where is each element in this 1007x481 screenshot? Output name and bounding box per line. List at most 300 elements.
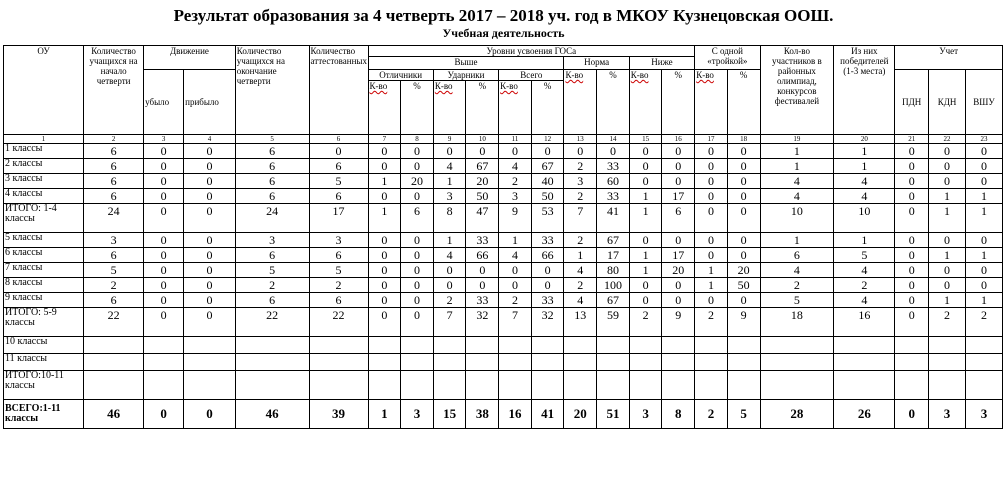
table-cell: 9: [662, 308, 695, 337]
table-row: [4, 278, 1003, 293]
table-cell: 0: [184, 263, 236, 278]
table-cell: 0: [929, 233, 966, 248]
column-number: 5: [235, 135, 309, 144]
table-cell: 0: [727, 233, 760, 248]
header-below-pct: %: [662, 70, 695, 135]
table-cell: 0: [597, 144, 630, 159]
table-cell: 66: [531, 248, 564, 263]
table-cell: 0: [629, 278, 662, 293]
header-good-pct: %: [466, 81, 499, 135]
table-cell: [727, 354, 760, 371]
table-cell: 4: [834, 189, 895, 204]
table-cell: [499, 371, 532, 400]
table-cell: 1: [695, 278, 728, 293]
table-cell: 0: [727, 144, 760, 159]
table-cell: 0: [662, 144, 695, 159]
table-cell: 0: [895, 159, 929, 174]
table-row: [4, 371, 1003, 400]
table-cell: 2: [84, 278, 144, 293]
header-excellent-pct: %: [401, 81, 434, 135]
table-cell: 1: [929, 293, 966, 308]
table-cell: 0: [531, 278, 564, 293]
table-cell: [929, 354, 966, 371]
header-winners: Из них победителей (1-3 места): [834, 46, 895, 135]
table-cell: [564, 337, 597, 354]
table-cell: 0: [144, 293, 184, 308]
table-row: [4, 233, 1003, 248]
table-cell: 0: [184, 174, 236, 189]
table-cell: 0: [629, 159, 662, 174]
row-label: 2 классы: [4, 159, 84, 174]
table-cell: 1: [433, 233, 466, 248]
table-cell: 6: [235, 144, 309, 159]
table-cell: [564, 354, 597, 371]
table-cell: 0: [965, 174, 1002, 189]
table-cell: [368, 371, 401, 400]
table-cell: 3: [433, 189, 466, 204]
table-cell: 3: [629, 400, 662, 429]
table-cell: 1: [695, 263, 728, 278]
table-cell: 0: [184, 204, 236, 233]
table-cell: 0: [368, 159, 401, 174]
table-cell: 17: [309, 204, 368, 233]
table-cell: 1: [929, 189, 966, 204]
table-cell: 0: [466, 278, 499, 293]
table-cell: [433, 354, 466, 371]
table-cell: 0: [662, 278, 695, 293]
table-cell: 0: [499, 144, 532, 159]
table-cell: 2: [695, 308, 728, 337]
table-cell: [235, 337, 309, 354]
table-cell: 67: [597, 293, 630, 308]
table-cell: 32: [531, 308, 564, 337]
column-number: 16: [662, 135, 695, 144]
table-cell: 4: [499, 248, 532, 263]
table-cell: 0: [727, 248, 760, 263]
table-cell: [662, 337, 695, 354]
table-cell: 4: [433, 159, 466, 174]
table-row: [4, 308, 1003, 337]
table-cell: 2: [499, 293, 532, 308]
table-cell: 0: [895, 204, 929, 233]
table-cell: [695, 371, 728, 400]
table-cell: 0: [662, 159, 695, 174]
table-cell: 60: [597, 174, 630, 189]
table-cell: 7: [433, 308, 466, 337]
table-cell: 6: [401, 204, 434, 233]
row-label: ВСЕГО:1-11 классы: [4, 400, 84, 429]
table-cell: [727, 371, 760, 400]
table-cell: 0: [727, 174, 760, 189]
table-cell: 0: [184, 278, 236, 293]
table-cell: 6: [760, 248, 834, 263]
table-cell: 20: [662, 263, 695, 278]
table-cell: 0: [695, 293, 728, 308]
header-total: Всего: [499, 70, 564, 81]
table-cell: 0: [895, 400, 929, 429]
table-cell: 2: [760, 278, 834, 293]
table-cell: [433, 371, 466, 400]
table-cell: 0: [895, 189, 929, 204]
header-attested: Количество аттестованных: [309, 46, 368, 135]
table-cell: [760, 371, 834, 400]
table-cell: 6: [309, 159, 368, 174]
table-cell: 0: [368, 233, 401, 248]
table-cell: [965, 337, 1002, 354]
header-movement: Движение: [144, 46, 236, 70]
column-number: 18: [727, 135, 760, 144]
table-cell: 0: [184, 308, 236, 337]
table-cell: 4: [760, 263, 834, 278]
table-cell: 2: [433, 293, 466, 308]
table-cell: [629, 371, 662, 400]
header-levels: Уровни усвоения ГОСа: [368, 46, 695, 57]
table-cell: 4: [834, 263, 895, 278]
table-cell: 4: [760, 189, 834, 204]
column-number: 23: [965, 135, 1002, 144]
header-ou: ОУ: [4, 46, 84, 135]
table-cell: 0: [184, 248, 236, 263]
column-number: 20: [834, 135, 895, 144]
header-good: Ударники: [433, 70, 498, 81]
header-norm: Норма: [564, 57, 629, 70]
table-row: [4, 248, 1003, 263]
table-cell: 5: [834, 248, 895, 263]
column-number-row: [4, 135, 1003, 144]
row-label: 6 классы: [4, 248, 84, 263]
table-cell: 0: [144, 159, 184, 174]
table-cell: 0: [401, 293, 434, 308]
column-number: 10: [466, 135, 499, 144]
header-good-kvo: К-во: [433, 81, 466, 135]
table-row: [4, 354, 1003, 371]
table-cell: 0: [144, 174, 184, 189]
table-cell: 41: [531, 400, 564, 429]
table-cell: 2: [965, 308, 1002, 337]
table-cell: 0: [144, 189, 184, 204]
table-cell: 0: [499, 263, 532, 278]
table-cell: 9: [499, 204, 532, 233]
table-cell: 0: [929, 144, 966, 159]
column-number: 9: [433, 135, 466, 144]
table-cell: [368, 354, 401, 371]
table-cell: 4: [433, 248, 466, 263]
table-cell: 40: [531, 174, 564, 189]
table-cell: 33: [466, 293, 499, 308]
table-cell: 0: [368, 308, 401, 337]
table-cell: 6: [235, 174, 309, 189]
table-row: [4, 189, 1003, 204]
table-cell: 38: [466, 400, 499, 429]
column-number: 13: [564, 135, 597, 144]
table-cell: 3: [84, 233, 144, 248]
table-cell: 0: [144, 248, 184, 263]
table-cell: 80: [597, 263, 630, 278]
table-cell: [662, 371, 695, 400]
table-cell: 1: [368, 174, 401, 189]
column-number: 15: [629, 135, 662, 144]
table-cell: 0: [433, 278, 466, 293]
table-cell: [84, 354, 144, 371]
column-number: 4: [184, 135, 236, 144]
table-cell: 1: [368, 400, 401, 429]
table-cell: 3: [309, 233, 368, 248]
table-cell: 0: [895, 308, 929, 337]
table-cell: 0: [309, 144, 368, 159]
table-cell: 4: [499, 159, 532, 174]
table-cell: 6: [84, 174, 144, 189]
header-count-start: Количество учащихся на начало четверти: [84, 46, 144, 135]
table-cell: 0: [695, 189, 728, 204]
table-cell: 1: [834, 233, 895, 248]
table-cell: 3: [929, 400, 966, 429]
table-cell: 0: [466, 263, 499, 278]
table-cell: 1: [629, 189, 662, 204]
header-total-kvo: К-во: [499, 81, 532, 135]
table-cell: 0: [401, 308, 434, 337]
table-body: [4, 144, 1003, 429]
column-number: 8: [401, 135, 434, 144]
table-cell: 32: [466, 308, 499, 337]
table-cell: 22: [235, 308, 309, 337]
row-label: 11 классы: [4, 354, 84, 371]
header-excellent: Отличники: [368, 70, 433, 81]
table-row: [4, 174, 1003, 189]
table-cell: 6: [84, 189, 144, 204]
header-one-three: С одной «тройкой»: [695, 46, 760, 70]
row-label: ИТОГО: 1-4 классы: [4, 204, 84, 233]
table-cell: 0: [401, 278, 434, 293]
table-cell: 0: [368, 248, 401, 263]
table-cell: 6: [309, 293, 368, 308]
row-label: ИТОГО:10-11 классы: [4, 371, 84, 400]
table-cell: [531, 354, 564, 371]
table-cell: [401, 354, 434, 371]
row-label: 9 классы: [4, 293, 84, 308]
table-cell: 0: [895, 293, 929, 308]
table-cell: 15: [433, 400, 466, 429]
table-cell: 1: [965, 248, 1002, 263]
table-cell: [499, 337, 532, 354]
header-total-pct: %: [531, 81, 564, 135]
table-cell: 20: [401, 174, 434, 189]
row-label: 8 классы: [4, 278, 84, 293]
table-cell: 39: [309, 400, 368, 429]
header-below: Ниже: [629, 57, 694, 70]
table-cell: 0: [184, 144, 236, 159]
column-number: 11: [499, 135, 532, 144]
table-cell: 17: [662, 189, 695, 204]
header-count-end: Количество учащихся на окончание четверти: [235, 46, 309, 135]
table-cell: 0: [184, 159, 236, 174]
table-cell: 10: [760, 204, 834, 233]
table-cell: [895, 354, 929, 371]
table-cell: 22: [84, 308, 144, 337]
table-cell: 67: [531, 159, 564, 174]
table-cell: [531, 337, 564, 354]
table-header: [4, 46, 1003, 144]
table-row: [4, 159, 1003, 174]
header-excellent-kvo: К-во: [368, 81, 401, 135]
table-cell: [564, 371, 597, 400]
table-cell: [144, 337, 184, 354]
header-above: Выше: [368, 57, 564, 70]
table-cell: [895, 371, 929, 400]
table-cell: 0: [727, 204, 760, 233]
table-cell: 2: [629, 308, 662, 337]
table-cell: 0: [401, 263, 434, 278]
table-cell: 47: [466, 204, 499, 233]
column-number: 14: [597, 135, 630, 144]
table-cell: 46: [84, 400, 144, 429]
header-below-kvo: К-во: [629, 70, 662, 135]
table-cell: 16: [834, 308, 895, 337]
table-cell: 1: [629, 263, 662, 278]
table-cell: 1: [760, 233, 834, 248]
table-cell: 4: [760, 174, 834, 189]
table-cell: 0: [965, 144, 1002, 159]
row-label: 1 классы: [4, 144, 84, 159]
table-cell: 0: [401, 144, 434, 159]
table-cell: 20: [466, 174, 499, 189]
table-cell: 59: [597, 308, 630, 337]
table-cell: [929, 337, 966, 354]
table-cell: [433, 337, 466, 354]
table-cell: 0: [895, 174, 929, 189]
table-row: [4, 337, 1003, 354]
table-cell: 2: [564, 278, 597, 293]
table-cell: 0: [929, 278, 966, 293]
table-cell: 0: [368, 278, 401, 293]
table-cell: 0: [695, 204, 728, 233]
table-cell: 0: [466, 144, 499, 159]
table-cell: 6: [84, 293, 144, 308]
header-vshu: ВШУ: [965, 70, 1002, 135]
table-cell: 6: [84, 159, 144, 174]
table-cell: 0: [184, 400, 236, 429]
table-cell: 1: [760, 159, 834, 174]
table-cell: 33: [597, 159, 630, 174]
header-kdn: КДН: [929, 70, 966, 135]
table-cell: 67: [466, 159, 499, 174]
table-cell: 1: [965, 204, 1002, 233]
column-number: 1: [4, 135, 84, 144]
table-cell: [965, 371, 1002, 400]
table-cell: 6: [84, 248, 144, 263]
table-row: [4, 293, 1003, 308]
table-cell: 0: [895, 263, 929, 278]
table-cell: [727, 337, 760, 354]
table-cell: 0: [401, 159, 434, 174]
table-cell: 13: [564, 308, 597, 337]
page-subtitle: Учебная деятельность: [442, 26, 565, 40]
table-cell: 6: [235, 159, 309, 174]
table-cell: 33: [531, 293, 564, 308]
table-cell: 0: [695, 159, 728, 174]
table-cell: 50: [727, 278, 760, 293]
table-cell: 5: [84, 263, 144, 278]
table-cell: 2: [564, 233, 597, 248]
table-cell: 22: [309, 308, 368, 337]
table-cell: 0: [184, 233, 236, 248]
table-cell: 0: [144, 400, 184, 429]
table-cell: 0: [929, 174, 966, 189]
table-cell: 0: [401, 189, 434, 204]
table-cell: 1: [433, 174, 466, 189]
table-cell: 0: [368, 293, 401, 308]
table-cell: [144, 354, 184, 371]
table-cell: 0: [727, 189, 760, 204]
table-cell: 0: [629, 233, 662, 248]
table-cell: 0: [895, 144, 929, 159]
table-cell: 6: [235, 293, 309, 308]
table-cell: 0: [662, 174, 695, 189]
header-three-pct: %: [727, 70, 760, 135]
table-cell: 0: [629, 174, 662, 189]
header-pdn: ПДН: [895, 70, 929, 135]
table-cell: [834, 371, 895, 400]
table-cell: 4: [834, 293, 895, 308]
table-cell: 2: [235, 278, 309, 293]
table-cell: 0: [499, 278, 532, 293]
table-cell: 1: [965, 293, 1002, 308]
table-cell: 2: [564, 159, 597, 174]
table-cell: [144, 371, 184, 400]
table-cell: [309, 371, 368, 400]
column-number: 21: [895, 135, 929, 144]
page-title: Результат образования за 4 четверть 2017 – 2018 уч. год в МКОУ Кузнецовская ООШ.: [173, 6, 834, 25]
table-cell: 10: [834, 204, 895, 233]
header-norm-pct: %: [597, 70, 630, 135]
table-cell: 17: [597, 248, 630, 263]
table-cell: 0: [144, 278, 184, 293]
table-cell: [629, 354, 662, 371]
table-cell: 33: [466, 233, 499, 248]
table-cell: 0: [531, 263, 564, 278]
row-label: 3 классы: [4, 174, 84, 189]
table-cell: 0: [368, 263, 401, 278]
table-cell: [597, 371, 630, 400]
row-label: 10 классы: [4, 337, 84, 354]
table-cell: 6: [84, 144, 144, 159]
table-cell: [84, 337, 144, 354]
table-cell: 0: [144, 263, 184, 278]
table-cell: 0: [662, 293, 695, 308]
table-cell: [760, 354, 834, 371]
table-cell: [499, 354, 532, 371]
table-cell: [84, 371, 144, 400]
column-number: 17: [695, 135, 728, 144]
table-cell: 51: [597, 400, 630, 429]
table-cell: 1: [760, 144, 834, 159]
table-cell: [368, 337, 401, 354]
table-cell: 1: [834, 144, 895, 159]
table-cell: 1: [629, 248, 662, 263]
table-cell: 0: [895, 233, 929, 248]
table-cell: 0: [184, 189, 236, 204]
table-cell: 0: [695, 144, 728, 159]
table-cell: [629, 337, 662, 354]
column-number: 3: [144, 135, 184, 144]
table-cell: [965, 354, 1002, 371]
table-cell: [597, 354, 630, 371]
column-number: 12: [531, 135, 564, 144]
table-cell: 5: [309, 174, 368, 189]
table-cell: [531, 371, 564, 400]
table-cell: 0: [629, 144, 662, 159]
table-cell: [695, 337, 728, 354]
table-cell: [929, 371, 966, 400]
